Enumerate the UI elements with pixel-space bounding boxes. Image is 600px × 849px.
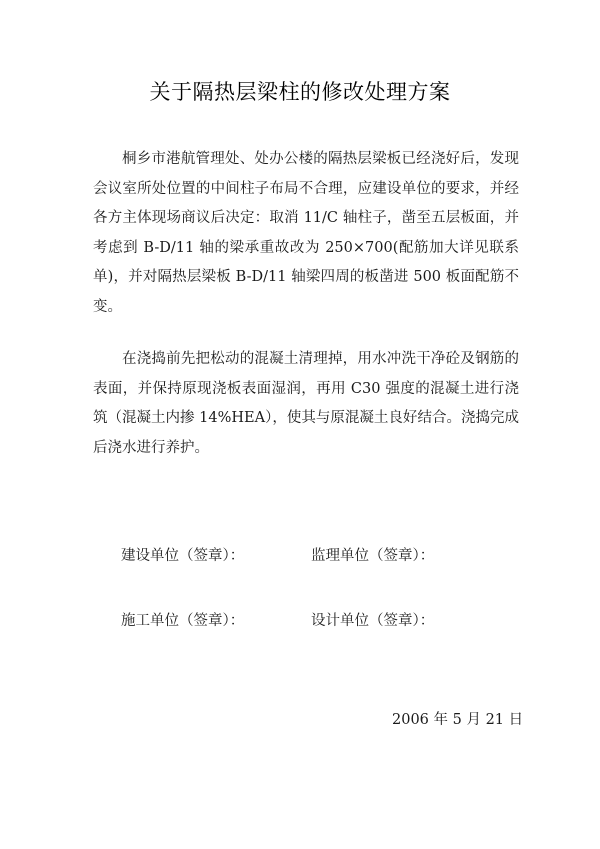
body-paragraph-1: 桐乡市港航管理处、处办公楼的隔热层梁板已经浇好后，发现会议室所处位置的中间柱子布局不合理，应建设单位的要求，并经各方主体现场商议后决定：取消 11/C 轴柱子，凿至五层板面，并考虑到 B-D/11 轴的梁承重故改为 250×700(配筋加大详见联系单)，并对隔热层梁板 B-D/11 轴梁四周的板凿进 500 板面配筋不变。 — [93, 151, 519, 315]
document-title: 关于隔热层梁柱的修改处理方案 — [149, 80, 451, 104]
supervision-unit-signature-label: 监理单位（签章）： — [311, 548, 435, 564]
contractor-unit-signature-label: 施工单位（签章）： — [121, 613, 245, 629]
design-unit-signature-label: 设计单位（签章）： — [311, 613, 435, 629]
body-paragraph-2: 在浇捣前先把松动的混凝土清理掉，用水冲洗干净砼及钢筋的表面，并保持原现浇板表面湿润，再用 C30 强度的混凝土进行浇筑（混凝土内掺 14%HEA），使其与原混凝土良好结合。浇捣完成后浇水进行养护。 — [93, 351, 519, 456]
construction-unit-signature-label: 建设单位（签章）： — [121, 548, 245, 564]
document-date: 2006 年 5 月 21 日 — [392, 712, 524, 728]
